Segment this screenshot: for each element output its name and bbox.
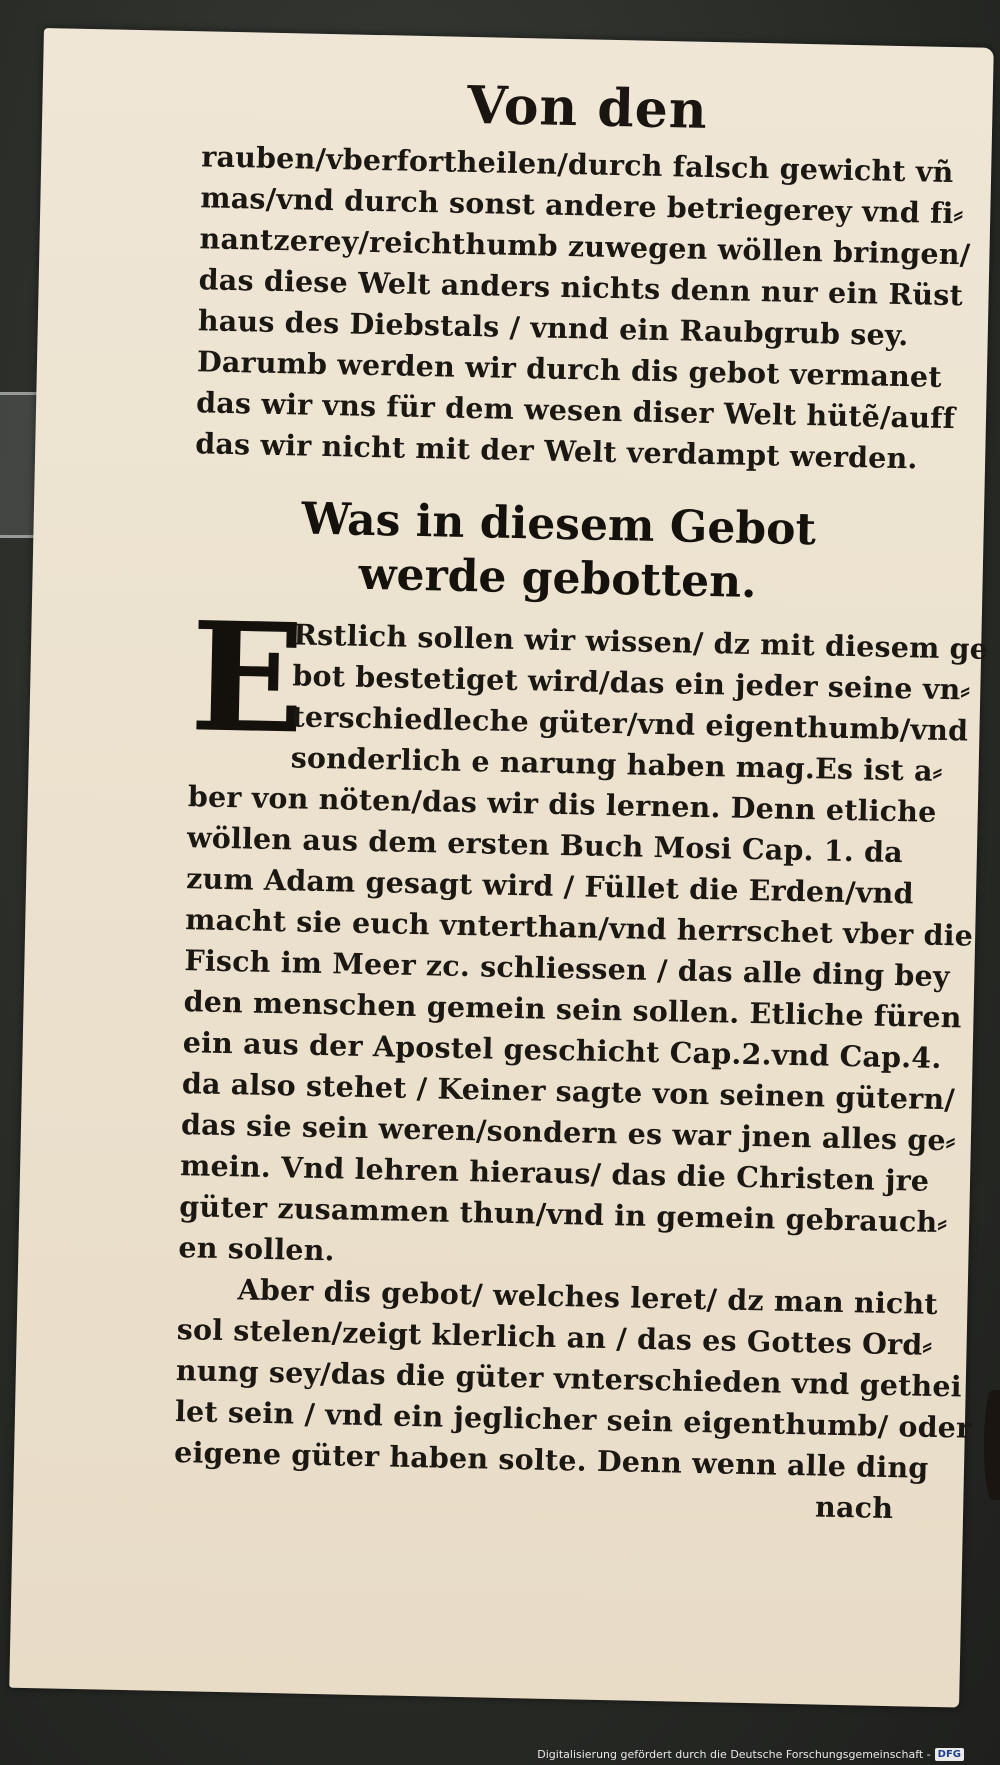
- paragraph-3: [173, 1268, 972, 1529]
- drop-cap-initial: E: [188, 589, 307, 768]
- dfg-logo-icon: DFG: [935, 1748, 964, 1761]
- page-text-block: [173, 69, 989, 1529]
- footer-text: Digitalisierung gefördert durch die Deutsche Forschungsgemeinschaft -: [537, 1748, 931, 1761]
- text-line: sol stelen/zeigt klerlich an / das es Gottes Ord⸗: [176, 1312, 933, 1362]
- text-line: das wir vns für dem wesen diser Welt hütẽ/auff: [195, 385, 956, 436]
- text-line: nantzerey/reichthumb zuwegen wöllen bringen/: [199, 221, 971, 272]
- heading-line: Was in diesem Gebot: [301, 493, 817, 556]
- text-line: mein. Vnd lehren hieraus/ das die Christen jre: [179, 1148, 930, 1198]
- text-line: das sie sein weren/sondern es war jnen alles ge⸗: [180, 1107, 956, 1158]
- text-line: zum Adam gesagt wird / Füllet die Erden/vnd: [185, 861, 915, 911]
- catchword: nach: [814, 1489, 894, 1526]
- text-line: terschiedleche güter/vnd eigenthumb/vnd: [291, 699, 969, 748]
- text-line: mas/vnd durch sonst andere betriegerey vnd fi⸗: [200, 180, 964, 231]
- text-line: güter zusammen thun/vnd in gemein gebrauch⸗: [179, 1189, 948, 1240]
- text-line: Rstlich sollen wir wissen/ dz mit diesem ge: [293, 617, 989, 666]
- text-line: wöllen aus dem ersten Buch Mosi Cap. 1. da: [186, 820, 904, 870]
- text-line: sonderlich e narung haben mag.Es ist a⸗: [290, 740, 943, 788]
- text-line: ein aus der Apostel geschicht Cap.2.vnd Cap.4.: [182, 1025, 942, 1076]
- heading-line: werde gebotten.: [358, 548, 758, 609]
- footer-credit: [537, 1748, 964, 1761]
- text-line: das wir nicht mit der Welt verdampt werden.: [194, 426, 918, 476]
- running-head: Von den: [466, 74, 709, 141]
- text-line: nung sey/das die güter vnterschieden vnd gethei: [175, 1353, 963, 1404]
- text-line: ber von nöten/das wir dis lernen. Denn etliche: [187, 779, 937, 829]
- book-page: [9, 28, 994, 1708]
- text-line: rauben/vberfortheilen/durch falsch gewicht vñ: [200, 139, 954, 190]
- text-line: Fisch im Meer zc. schliessen / das alle ding bey: [184, 943, 951, 994]
- page-edge-mark: [984, 1390, 1000, 1500]
- text-line: da also stehet / Keiner sagte von seinen gütern/: [181, 1066, 956, 1117]
- text-line: en sollen.: [178, 1230, 336, 1268]
- text-line: das diese Welt anders nichts denn nur ein Rüst: [198, 262, 964, 313]
- text-line: let sein / vnd ein jeglicher sein eigenthumb/ oder: [174, 1394, 972, 1445]
- text-line: bot bestetiget wird/das ein jeder seine vn⸗: [292, 658, 971, 707]
- text-line: den menschen gemein sein sollen. Etliche füren: [183, 984, 963, 1035]
- text-line: Aber dis gebot/ welches leret/ dz man nicht: [237, 1272, 939, 1321]
- text-line: haus des Diebstals / vnnd ein Raubgrub sey.: [197, 303, 909, 353]
- text-line: macht sie euch vnterthan/vnd herrschet vber die: [185, 902, 974, 953]
- paragraph-1: [194, 136, 971, 479]
- paragraph-2: [178, 589, 989, 1283]
- text-line: eigene güter haben solte. Denn wenn alle ding: [173, 1435, 929, 1485]
- text-line: Darumb werden wir durch dis gebot vermanet: [196, 344, 943, 394]
